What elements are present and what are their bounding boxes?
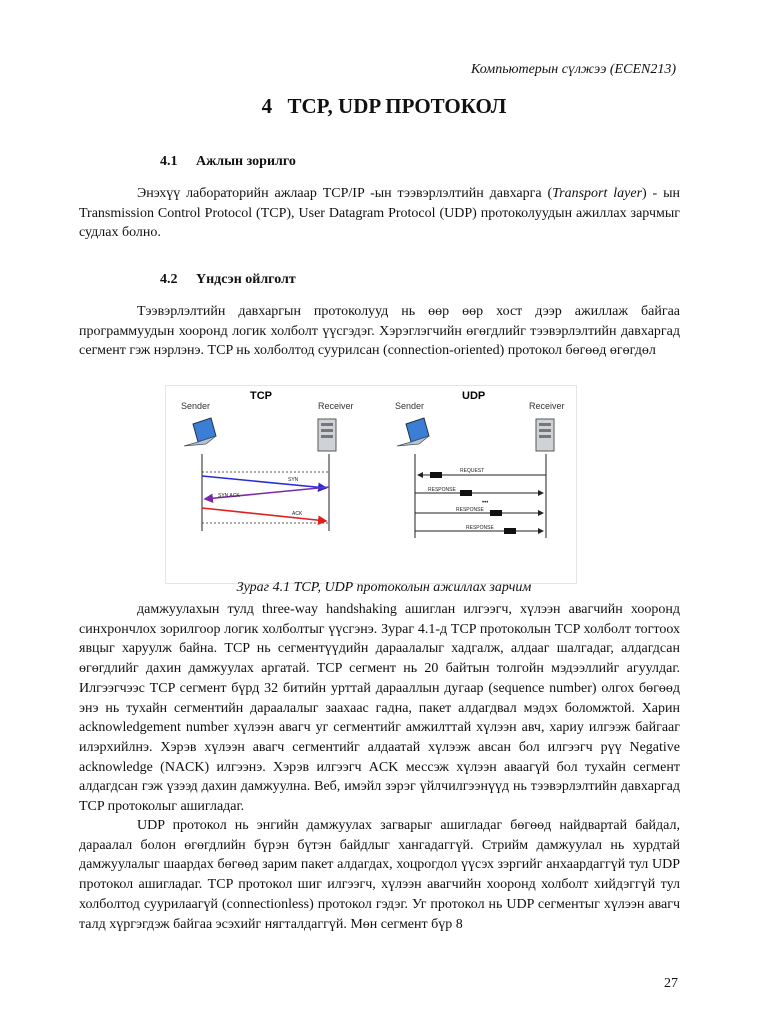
paragraph-aim [79,184,680,243]
section-heading-4-2 [160,272,296,288]
figure-caption: Зураг 4.1 TCP, UDP протоколын ажиллах зарчим [236,580,532,595]
section-heading-4-1 [160,154,296,170]
response-label-1: RESPONSE [428,487,456,493]
chapter-title: 4 TCP, UDP ПРОТОКОЛ [261,94,507,118]
server-icon [536,419,554,451]
paragraph-tcp: дамжуулахын тулд three-way handshaking ашиглан илгээгч, хүлээн авагчийн хооронд синхрончлох зорилгоор логик холболтыг үүсгэнэ. Зураг 4.1-д TCP протоколын TCP холболт тогтоох явцыг харуулж байна. TCP нь сегментүүдийн дараалалыг хадгалж, алдааг шалгадаг, алдагдсан өгөгдлийг дахин дамжуулах аргатай. TCP сегмент нь 20 байтын толгойн мэдээллийг агуулдаг. Илгээгчээс TCP сегмент бүрд 32 битийн урттай дарааллын дугаар (sequence number) олгох бөгөөд энэ нь тухайн сегментийн дараалалыг заахаас гадна, пакет алдагдвал мэдэх боломжтой. Харин acknowledgement number хүлээн авагч уг сегментийг амжилттай хүлээн авч, хариу илгээж байгааг илэрхийлнэ. Хэрэв хүлээн авагч сегментийг алдаатай хүлээж авсан бол илгээгч рүү Negative acknowledge (NACK) илгээнэ. Хэрэв илгээгч ACK мессэж хүлээн аваагүй бол тухайн сегмент алдагдсан гэж үзээд дахин дамжуулна. Веб, имэйл зэрэг үйлчилгээнүүд нь тээвэрлэлтийн давхаргад TCP протоколыг ашигладаг. [79,602,680,815]
ack-arrow [202,508,326,521]
section-title: Ажлын зорилго [196,154,296,169]
more-packets-dots: ••• [482,500,489,506]
syn-ack-label: SYN ACK [218,493,240,499]
section-title: Үндсэн ойлголт [196,272,296,287]
response-packet-1 [460,490,472,496]
running-header: Компьютерын сүлжээ (ECEN213) [471,62,676,77]
ack-label: ACK [292,511,303,517]
response-label-2: RESPONSE [456,507,484,513]
response-packet-3 [504,528,516,534]
section-number: 4.1 [160,154,178,169]
laptop-icon [184,418,216,446]
udp-sender-label: Sender [395,401,425,411]
protocol-diagram [166,386,576,583]
syn-label: SYN [288,477,299,483]
syn-arrow [202,476,326,488]
paragraph-text: Энэхүү лабораторийн ажлаар TCP/IP -ын тээвэрлэлтийн давхарга ( [137,186,553,201]
request-label: REQUEST [460,468,485,474]
udp-receiver-label: Receiver [529,401,565,411]
section-number: 4.2 [160,272,178,287]
paragraph-emphasis: Transport layer [552,186,643,201]
protocol-figure [165,385,577,584]
request-packet [430,472,442,478]
paragraph-udp: UDP протокол нь энгийн дамжуулах загварыг ашигладаг бөгөөд найдвартай байдал, дараалал болон өгөгдлийн бүрэн бүтэн байдлыг хангадаггүй. Стрийм дамжуулал нь хурдтай дамжуулалыг шаардах бөгөөд зарим пакет алдагдах, хоцрогдол үүсэх зэргийг анхаардаггүй тул UDP протокол ашигладаг. TCP протокол шиг илгээгч, хүлээн авагчийн хооронд холболт хийдэггүй тул холболтод суурилаагүй (connectionless) протокол гэдэг. Уг протокол нь UDP сегментыг хүлээн авагч талд хүргэгдэж байгаа эсэхийг нягталдаггүй. Мөн сегмент бүр 8 [79,818,680,932]
paragraph-text: ) - ын Transmission Control Protocol (TCP), User Datagram Protocol (UDP) протоколуудын ажиллах зарчмыг судлах болно. [79,186,680,241]
tcp-receiver-label: Receiver [318,401,354,411]
response-packet-2 [490,510,502,516]
tcp-title: TCP [250,390,272,402]
paragraph-basics: Тээвэрлэлтийн давхаргын протоколууд нь өөр өөр хост дээр ажиллаж байгаа программуудын хооронд логик холболт үүсгэдэг. Хэрэглэгчийн өгөгдлийг тээвэрлэлтийн давхаргад сегмент гэж нэрлэнэ. TCP нь холболтод суурилсан (connection-oriented) протокол бөгөөд өгөгдөл [79,304,680,359]
laptop-icon [397,418,429,446]
page-number: 27 [664,976,678,991]
udp-title: UDP [462,390,486,402]
server-icon [318,419,336,451]
response-label-3: RESPONSE [466,525,494,531]
tcp-sender-label: Sender [181,401,211,411]
